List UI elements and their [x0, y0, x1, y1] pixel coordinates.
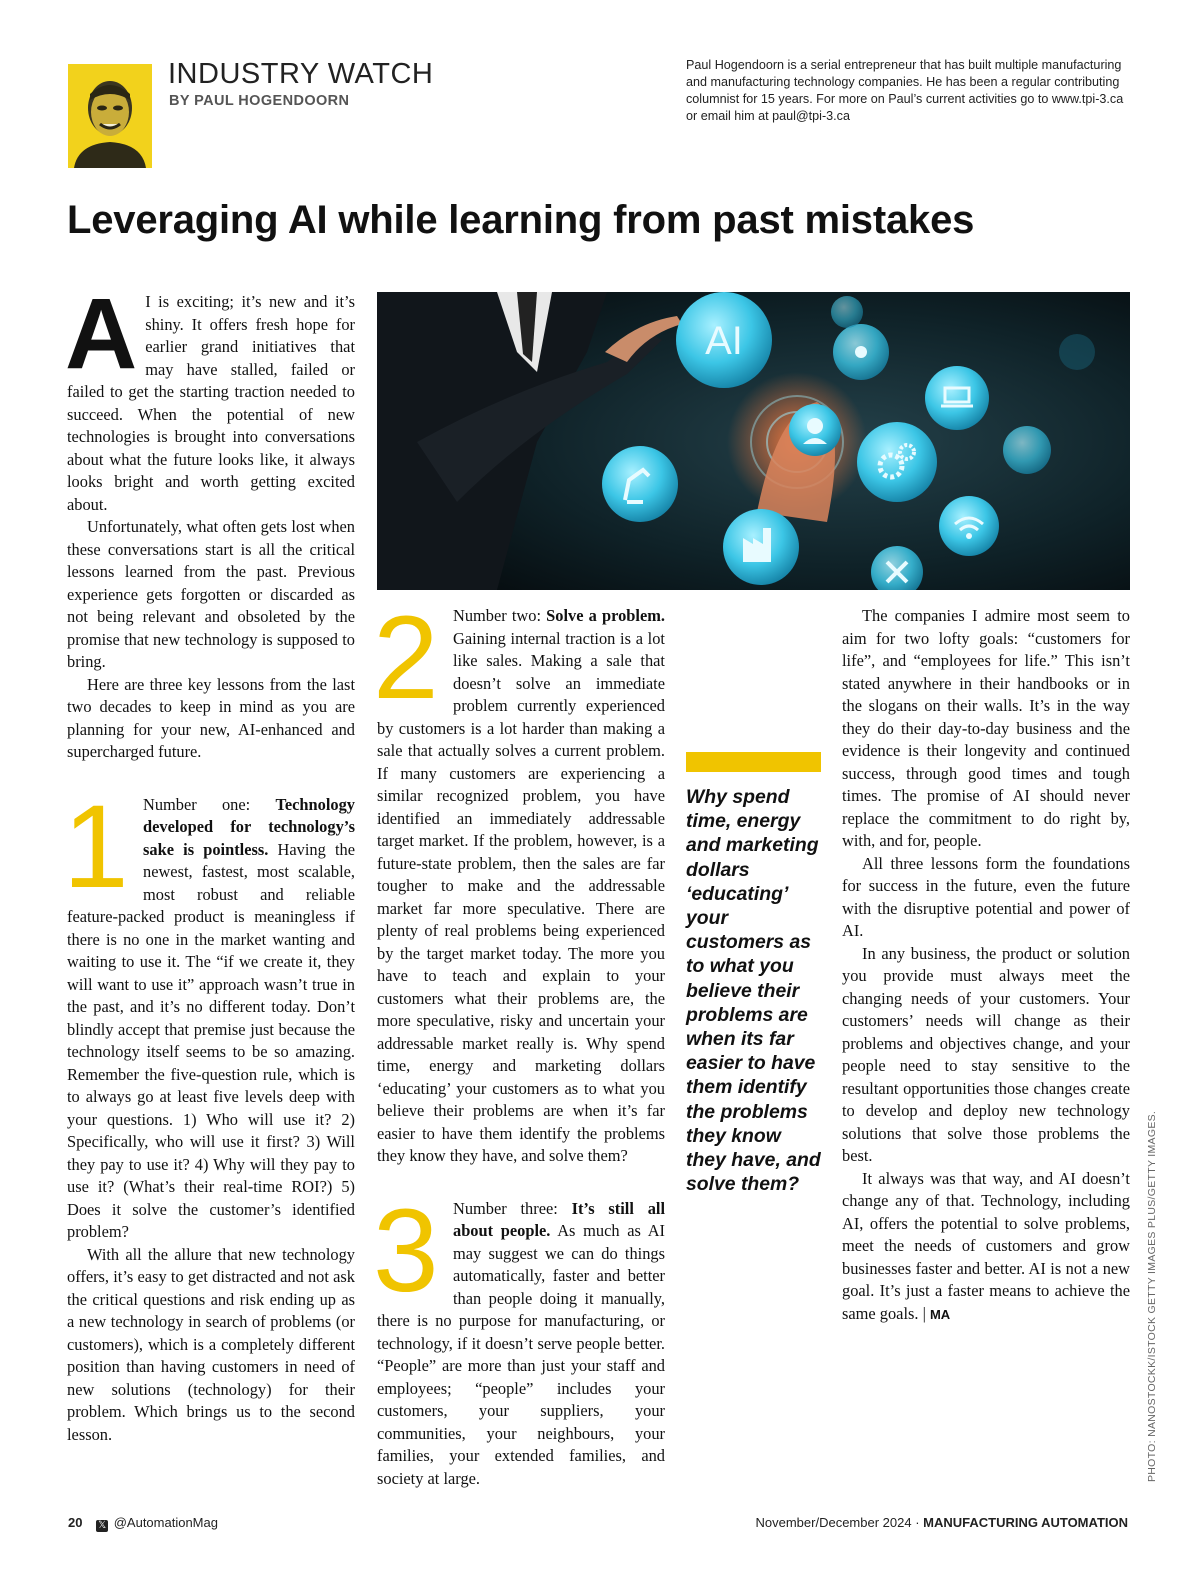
factory-icon	[723, 509, 799, 585]
photo-credit: PHOTO: NANOSTOCKK/ISTOCK GETTY IMAGES PLUS/GETTY IMAGES.	[1146, 1110, 1158, 1482]
lesson-one-heading: Technology developed for technology’s sake is pointless.	[143, 794, 355, 859]
pullquote-accent-bar	[686, 752, 821, 772]
lesson-three-heading: It’s still all about people.	[453, 1198, 665, 1240]
gears-icon	[857, 422, 937, 502]
lesson-number-1: 1	[63, 780, 129, 913]
worker-icon	[789, 404, 841, 456]
network-icon	[833, 324, 889, 380]
footer-right	[756, 1515, 1129, 1530]
cloud-icon	[1003, 426, 1051, 474]
article-paragraph: In any business, the product or solution you provide must always meet the changing needs of your customers. Your customers’ needs will change as their problems and objectives change, and your people need to stay sensitive to the resultant opportunities those changes create to develop and deploy new technology solutions that solve those problems the best.	[842, 943, 1130, 1165]
page-number: 20	[68, 1515, 83, 1530]
pullquote: Why spend time, energy and marketing dollars ‘educating’ your customers as to what you believe their problems are when its far easier to have them identify the problems they know they have, and solve them?	[686, 786, 821, 1196]
author-headshot	[68, 64, 152, 168]
end-signature: MA	[929, 1306, 951, 1322]
ai-bubble-label: AI	[705, 319, 743, 363]
social-handle: @AutomationMag	[113, 1515, 218, 1530]
wifi-icon	[939, 496, 999, 556]
magazine-name: MANUFACTURING AUTOMATION	[923, 1515, 1128, 1530]
footer-left	[68, 1515, 218, 1532]
article-column-2	[373, 592, 666, 1490]
lesson-two: 2 Number two: Solve a problem. Gaining internal traction is a lot like sales. Making a sale that doesn’t solve an immediate problem currently experienced by customers is a lot harder than making a sale that actually solves a current problem. If many customers are experiencing a similar recognized problem, you have identified an immediately addressable target market. If the problem, however, is a future-state problem, then the sales are far tougher to make and the addressable market far more speculative. There are plenty of real problems being experienced by the target market today. The more you have to teach and explain to your customers what their problems are, the more speculative, risky and uncertain your addressable market really is. Why spend time, energy and marketing dollars ‘educating’ your customers as to what you believe their problems are when it’s far easier to have them identify the problems they know they have, and solve them?	[373, 592, 666, 1165]
lesson-one: 1 Number one: Technology developed for technology’s sake is pointless. Having the newest, fastest, most scalable, most robust and reliable feature-packed product is meaningless if there is no one in the market wanting and waiting to use it. The “if we create it, they will want to use it” approach wasn’t true in the past, and it’s no different today. Don’t blindly accept that premise just because the technology itself seems to be so amazing. Remember the five-question rule, which is to always go at least five levels deep with your questions. 1) Who will use it? 2) Specifically, who will use it first? 3) Will they pay to use it? 4) Why will they pay to use it? (What’s their real-time ROI?) 5) Does it solve the customer’s identified problem?	[63, 780, 355, 1241]
robot-arm-icon	[602, 446, 678, 522]
article-paragraph: Unfortunately, what often gets lost when these conversations start is all the critical lessons learned from the past. Previous experience gets forgotten or discarded as not being relevant and obsoleted by the promise that new technology is supposed to bring.	[67, 517, 355, 671]
author-bio: Paul Hogendoorn is a serial entrepreneur that has built multiple manufacturing and manufacturing technology companies. He has been a regular contributing columnist for 15 years. For more on Paul’s current activities go to www.tpi-3.ca or email him at paul@tpi-3.ca	[686, 58, 1124, 123]
article-column-1	[63, 278, 355, 1446]
lesson-three: 3 Number three: It’s still all about people. As much as AI may suggest we can do things automatically, faster and better than people doing it manually, there is no purpose for manufacturing, or technology, if it doesn’t serve people better. “People” are more than just your staff and employees; “people” includes your customers, your suppliers, your communities, your neighbours, your families, your extended families, and society at large.	[373, 1184, 665, 1488]
byline: BY PAUL HOGENDOORN	[169, 93, 350, 109]
lesson-number-3: 3	[373, 1184, 439, 1317]
article-headline: Leveraging AI while learning from past mistakes	[67, 198, 975, 242]
laptop-icon	[925, 366, 989, 430]
x-icon: 𝕏	[98, 1520, 107, 1531]
article-paragraph: All three lessons form the foundations for success in the future, even the future with the disruptive potential and power of AI.	[842, 853, 1130, 940]
article-column-4	[842, 605, 1130, 1326]
article-paragraph: Here are three key lessons from the last two decades to keep in mind as you are planning for your new, AI-enhanced and supercharged future.	[67, 674, 355, 761]
article-paragraph: With all the allure that new technology offers, it’s easy to get distracted and not ask the critical questions and risk ending up as a new technology in search of problems (or customers), which is a completely different position than having customers in need of new solutions (technology) for their problem. Which brings us to the second lesson.	[67, 1244, 355, 1444]
lesson-two-heading: Solve a problem.	[546, 606, 666, 625]
column-name: INDUSTRY WATCH	[168, 58, 434, 90]
drop-cap: A	[65, 278, 138, 390]
issue-date: November/December 2024 ·	[755, 1515, 924, 1530]
article-photo	[377, 292, 1130, 590]
lesson-number-2: 2	[373, 592, 439, 724]
article-paragraph: It always was that way, and AI doesn’t change any of that. Technology, including AI, offers the potential to solve problems, meet the needs of customers and grow businesses faster and better. AI is not a new goal. It’s just a faster means to achieve the same goals. | MA	[842, 1168, 1130, 1323]
article-paragraph: The companies I admire most seem to aim for two lofty goals: “customers for life”, and “employees for life.” This isn’t stated anywhere in their handbooks or in the slogans on their walls. It’s in the way they do their day-to-day business and the evidence is their longevity and continued success, through good times and tough times. The promise of AI should never replace the commitment to do right by, with, and for, people.	[842, 606, 1130, 850]
article-paragraph: A I is exciting; it’s new and it’s shiny. It offers fresh hope for earlier grand initiatives that may have stalled, failed or failed to get the starting traction needed to succeed. When the potential of new technologies is brought into conversations about what the future looks like, it always looks bright and worth getting excited about.	[65, 278, 355, 514]
